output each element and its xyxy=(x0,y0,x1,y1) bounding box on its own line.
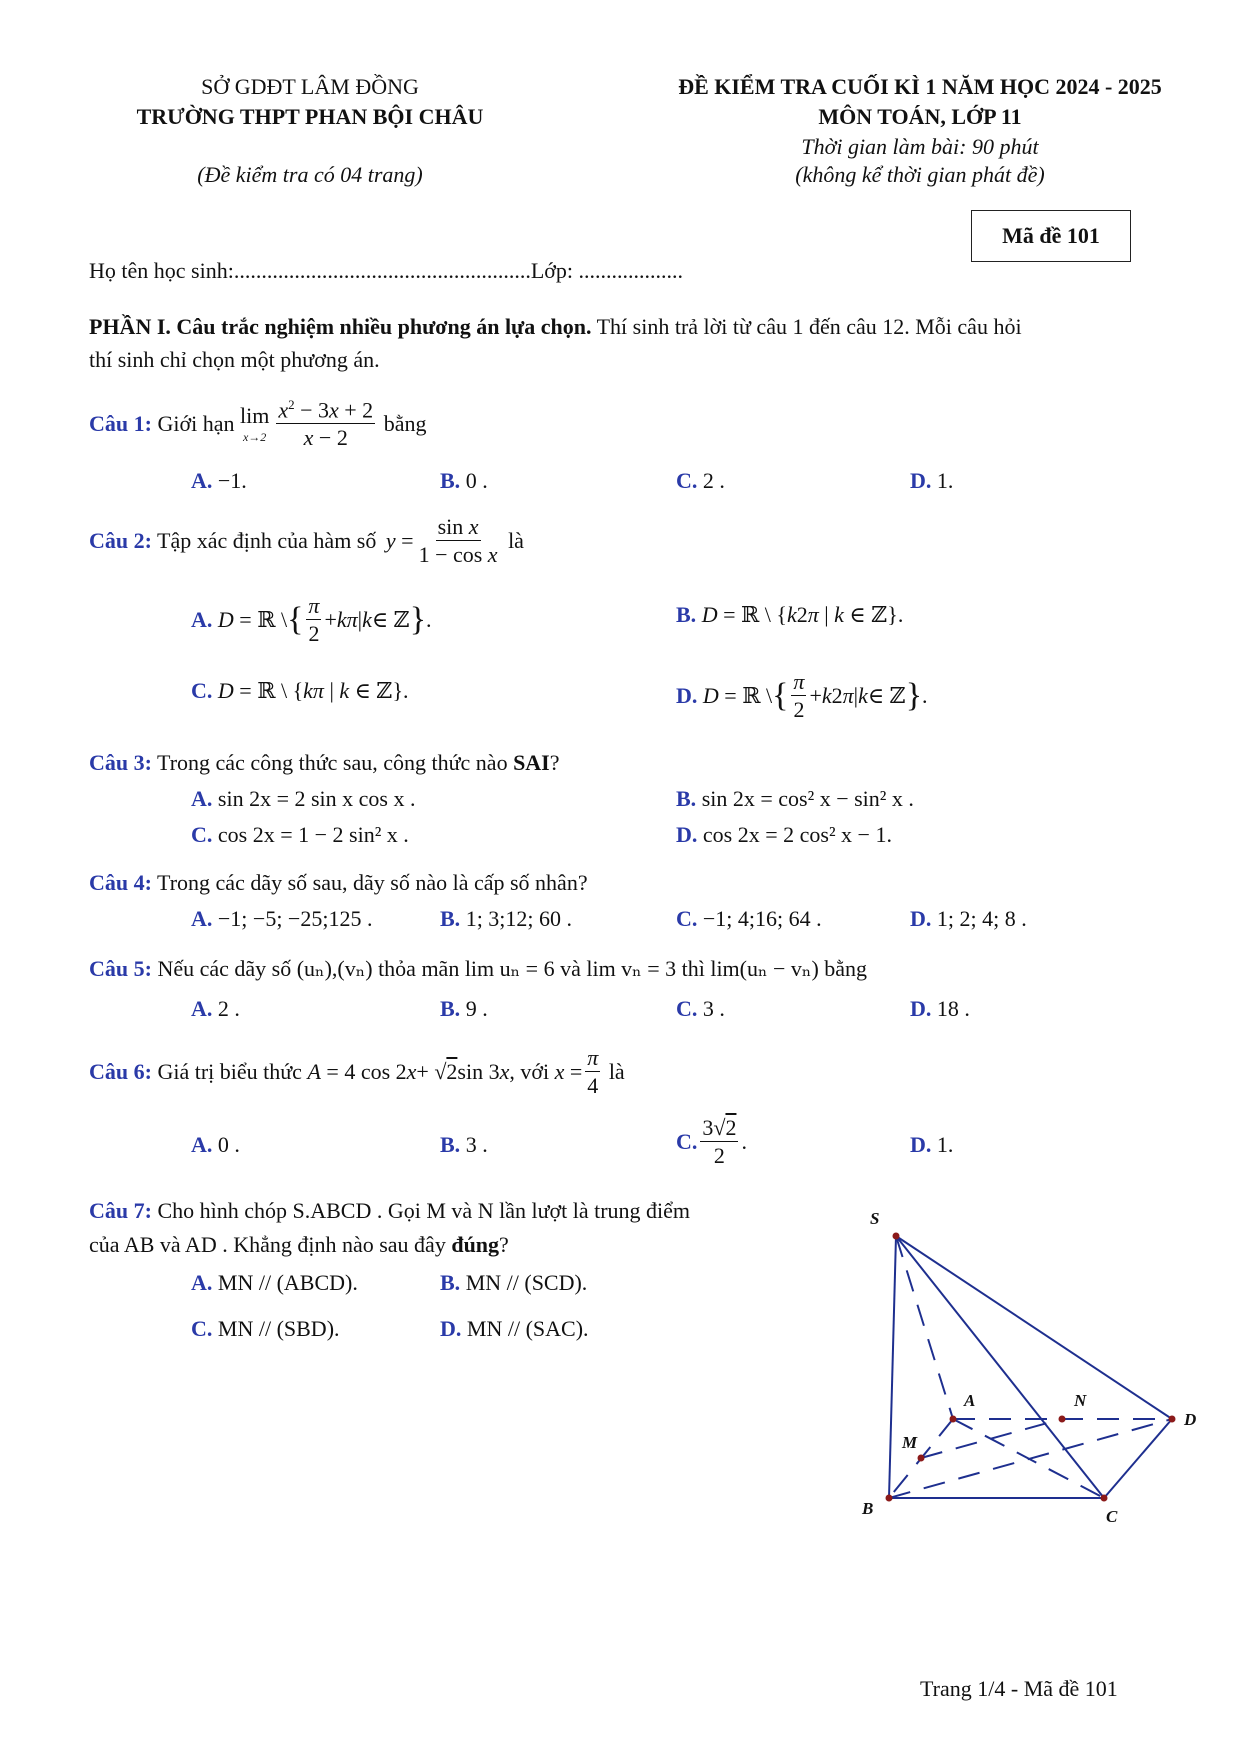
point-a xyxy=(950,1416,957,1423)
q5-option-c[interactable]: C. 3 . xyxy=(676,996,725,1021)
edge-sd xyxy=(896,1236,1172,1419)
label-m: M xyxy=(902,1433,918,1452)
point-b xyxy=(886,1495,893,1502)
q1-fraction: $\frac{x^2 - 3x + 2}{x - 2}$ xyxy=(278,397,374,451)
q3-option-c[interactable]: C. cos 2x = 1 − 2 sin² x . xyxy=(191,822,409,847)
point-n xyxy=(1059,1416,1066,1423)
exam-title: ĐỀ KIỂM TRA CUỐI KÌ 1 NĂM HỌC 2024 - 2025 xyxy=(678,74,1162,99)
q2-option-a[interactable]: A. D = ℝ \ { $\frac{\pi}{2}$ + kπ | k ∈ ℤ } . xyxy=(191,593,432,647)
edge-cd xyxy=(1104,1419,1172,1498)
segment-mn xyxy=(921,1419,1062,1458)
q1-option-d[interactable]: D. 1. xyxy=(910,468,954,493)
question-4: Câu 4: Trong các dãy số sau, dãy số nào là cấp số nhân? xyxy=(89,870,588,895)
page-count-note: (Đề kiểm tra có 04 trang) xyxy=(197,162,423,187)
q6-option-c[interactable]: C. $\frac{3√2}{2}$ . xyxy=(676,1115,747,1169)
school-name: TRƯỜNG THPT PHAN BỘI CHÂU xyxy=(136,104,484,129)
edge-sa xyxy=(896,1236,953,1419)
question-6: Câu 6: Giá trị biểu thức A = 4 cos 2 x + √ 2 sin 3 x , với x = $\frac{\pi}{4}$ là xyxy=(89,1045,625,1099)
q2-text: Tập xác định của hàm số xyxy=(151,527,382,553)
q7-option-d[interactable]: D. MN // (SAC). xyxy=(440,1316,589,1341)
label-b: B xyxy=(862,1499,874,1518)
q6-option-a[interactable]: A. 0 . xyxy=(191,1132,240,1157)
q2-after: là xyxy=(502,527,524,553)
q3-option-a[interactable]: A. sin 2x = 2 sin x cos x . xyxy=(191,786,416,811)
q6-option-d[interactable]: D. 1. xyxy=(910,1132,954,1157)
time-note: (không kể thời gian phát đề) xyxy=(795,162,1045,187)
label-a: A xyxy=(964,1391,976,1410)
section-instructions: Thí sinh trả lời từ câu 1 đến câu 12. Mỗi câu hỏi xyxy=(591,314,1022,339)
q5-option-a[interactable]: A. 2 . xyxy=(191,996,240,1021)
q1-after: bằng xyxy=(378,410,427,436)
q4-option-b[interactable]: B. 1; 3;12; 60 . xyxy=(440,906,573,931)
q7-option-a[interactable]: A. MN // (ABCD). xyxy=(191,1270,358,1295)
school-department: SỞ GDĐT LÂM ĐỒNG xyxy=(201,74,419,99)
q3-option-b[interactable]: B. sin 2x = cos² x − sin² x . xyxy=(676,786,914,811)
question-7-line-2: của AB và AD . Khẳng định nào sau đây đúng? xyxy=(89,1232,509,1257)
q1-text: Giới hạn xyxy=(151,410,240,436)
q1-option-b[interactable]: B. 0 . xyxy=(440,468,488,493)
q1-label: Câu 1: xyxy=(89,410,152,436)
exam-code-box: Mã đề 101 xyxy=(971,210,1131,262)
student-info-line: Họ tên học sinh:......................................................Lớp: ................... xyxy=(89,258,683,283)
label-n: N xyxy=(1074,1391,1087,1410)
question-3: Câu 3: Trong các công thức sau, công thức nào SAI? xyxy=(89,750,560,775)
question-2: Câu 2: Tập xác định của hàm số y = $\frac{\text{sin x}}{\text{1 − cos x}}$ là xyxy=(89,514,524,568)
edge-sb xyxy=(889,1236,896,1498)
q6-option-b[interactable]: B. 3 . xyxy=(440,1132,488,1157)
hidden-edges xyxy=(889,1236,1172,1498)
subject: MÔN TOÁN, LỚP 11 xyxy=(818,104,1022,129)
edge-bd xyxy=(889,1419,1172,1498)
q3-option-d[interactable]: D. cos 2x = 2 cos² x − 1. xyxy=(676,822,892,847)
q2-fraction: $\frac{\text{sin x}}{\text{1 − cos x}}$ xyxy=(418,514,498,568)
q4-option-d[interactable]: D. 1; 2; 4; 8 . xyxy=(910,906,1027,931)
q4-option-a[interactable]: A. −1; −5; −25;125 . xyxy=(191,906,373,931)
q7-option-c[interactable]: C. MN // (SBD). xyxy=(191,1316,340,1341)
q2-option-d[interactable]: D. D = ℝ \ { $\frac{\pi}{2}$ + k 2 π | k ∈ ℤ } . xyxy=(676,669,928,723)
label-d: D xyxy=(1184,1410,1197,1429)
label-c: C xyxy=(1106,1507,1118,1526)
time-allowed: Thời gian làm bài: 90 phút xyxy=(801,134,1039,159)
point-s xyxy=(893,1233,900,1240)
q1-option-c[interactable]: C. 2 . xyxy=(676,468,725,493)
page-footer: Trang 1/4 - Mã đề 101 xyxy=(920,1676,1118,1701)
q5-option-b[interactable]: B. 9 . xyxy=(440,996,488,1021)
q5-option-d[interactable]: D. 18 . xyxy=(910,996,970,1021)
q2-option-c[interactable]: C. D = ℝ \ {kπ | k ∈ ℤ}. xyxy=(191,678,409,703)
q1-limit: lim x→2 xyxy=(239,402,270,444)
label-s: S xyxy=(870,1209,880,1228)
q1-option-a[interactable]: A. −1. xyxy=(191,468,247,493)
q7-option-b[interactable]: B. MN // (SCD). xyxy=(440,1270,588,1295)
q4-option-c[interactable]: C. −1; 4;16; 64 . xyxy=(676,906,822,931)
point-m xyxy=(918,1455,925,1462)
edge-sc xyxy=(896,1236,1104,1498)
q2-label: Câu 2: xyxy=(89,527,152,553)
point-c xyxy=(1101,1495,1108,1502)
question-7: Câu 7: Cho hình chóp S.ABCD . Gọi M và N lần lượt là trung điểm xyxy=(89,1198,691,1223)
question-5: Câu 5: Nếu các dãy số (uₙ),(vₙ) thỏa mãn lim uₙ = 6 và lim vₙ = 3 thì lim(uₙ − vₙ) bằng xyxy=(89,956,868,981)
section-instructions-2: thí sinh chỉ chọn một phương án. xyxy=(89,347,380,372)
section-title: PHẦN I. Câu trắc nghiệm nhiều phương án lựa chọn. xyxy=(89,314,592,339)
point-d xyxy=(1169,1416,1176,1423)
q2-option-b[interactable]: B. D = ℝ \ {k2π | k ∈ ℤ}. xyxy=(676,602,904,627)
